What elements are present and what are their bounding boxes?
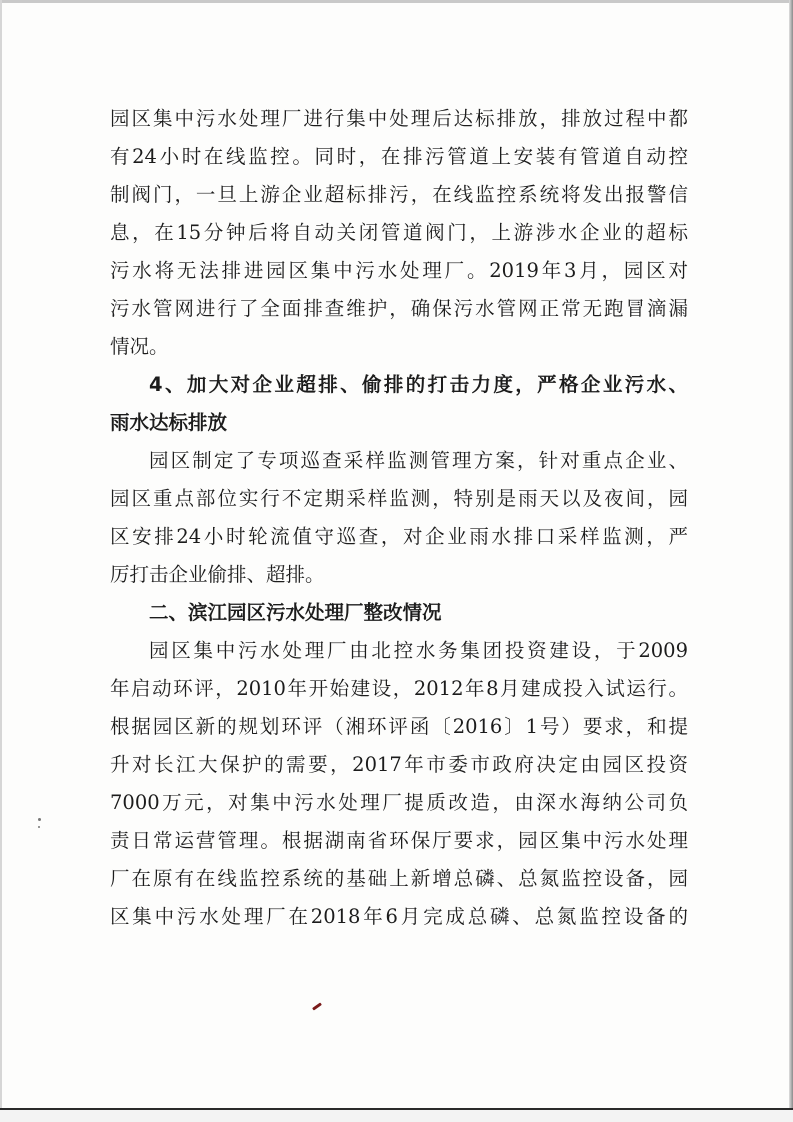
paragraph-1 xyxy=(110,100,688,366)
heading-line: 4、加大对企业超排、偷排的打击力度，严格企业污水、 xyxy=(149,373,688,396)
text-line: 息，在15分钟后将自动关闭管道阀门，上游涉水企业的超标 xyxy=(110,221,688,244)
text-line: 7000万元，对集中污水处理厂提质改造，由深水海纳公司负 xyxy=(110,791,688,814)
scan-speck xyxy=(38,826,40,828)
text-line: 园区集中污水处理厂进行集中处理后达标排放，排放过程中都 xyxy=(110,107,688,130)
text-line: 区安排24小时轮流值守巡查，对企业雨水排口采样监测，严 xyxy=(110,525,688,548)
ink-mark xyxy=(312,1002,322,1010)
text-line: 园区集中污水处理厂由北控水务集团投资建设，于2009 xyxy=(149,639,688,662)
scan-speck xyxy=(38,818,41,821)
section-2-title xyxy=(110,594,688,632)
text-line: 制阀门，一旦上游企业超标排污，在线监控系统将发出报警信 xyxy=(110,183,688,206)
scan-edge-top xyxy=(0,0,793,3)
scan-edge-left xyxy=(0,0,2,1122)
text-line: 污水管网进行了全面排查维护，确保污水管网正常无跑冒滴漏 xyxy=(110,297,688,320)
paragraph-3 xyxy=(110,632,688,936)
text-line: 根据园区新的规划环评（湘环评函〔2016〕1号）要求，和提 xyxy=(110,715,688,738)
text-line: 园区制定了专项巡查采样监测管理方案，针对重点企业、 xyxy=(149,449,688,472)
text-line: 区集中污水处理厂在2018年6月完成总磷、总氮监控设备的 xyxy=(110,905,688,928)
text-line: 有24小时在线监控。同时，在排污管道上安装有管道自动控 xyxy=(110,145,688,168)
scan-bottom-band xyxy=(0,1110,793,1122)
text-line: 园区重点部位实行不定期采样监测，特别是雨天以及夜间，园 xyxy=(110,487,688,510)
scan-edge-right xyxy=(789,0,793,1122)
text-line: 污水将无法排进园区集中污水处理厂。2019年3月，园区对 xyxy=(110,259,688,282)
paragraph-2 xyxy=(110,442,688,594)
text-line: 厂在原有在线监控系统的基础上新增总磷、总氮监控设备，园 xyxy=(110,867,688,890)
text-line: 责日常运营管理。根据湖南省环保厅要求，园区集中污水处理 xyxy=(110,829,688,852)
text-line: 情况。 xyxy=(110,335,169,358)
document-body xyxy=(110,100,688,936)
section-title: 二、滨江园区污水处理厂整改情况 xyxy=(149,601,442,624)
heading-4 xyxy=(110,366,688,442)
text-line: 厉打击企业偷排、超排。 xyxy=(110,563,325,586)
text-line: 升对长江大保护的需要，2017年市委市政府决定由园区投资 xyxy=(110,753,688,776)
heading-line: 雨水达标排放 xyxy=(110,411,228,434)
text-line: 年启动环评，2010年开始建设，2012年8月建成投入试运行。 xyxy=(110,677,688,700)
